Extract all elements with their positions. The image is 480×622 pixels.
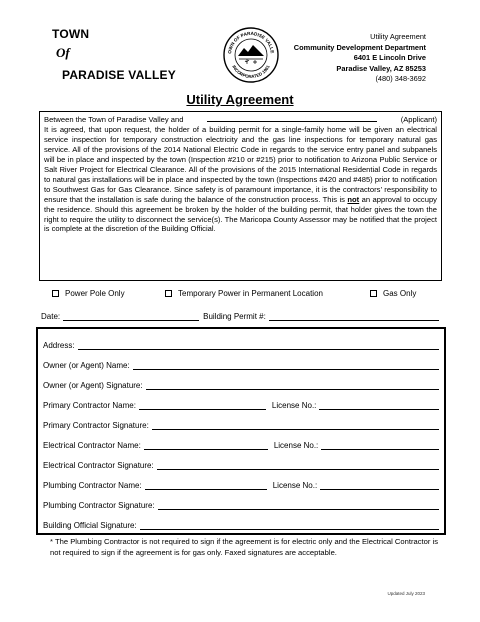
checkbox[interactable]	[165, 290, 172, 297]
option-label: Gas Only	[383, 289, 417, 298]
owner-name-field[interactable]	[133, 362, 439, 370]
owner-name-label: Owner (or Agent) Name:	[43, 361, 130, 370]
date-field[interactable]	[63, 313, 199, 321]
agreement-first-line	[44, 115, 437, 125]
title-text: Utility Agreement	[186, 92, 294, 107]
dept-address1: 6401 E Lincoln Drive	[353, 53, 426, 62]
town-name: PARADISE VALLEY	[62, 68, 176, 82]
option-gas-only[interactable]	[370, 289, 416, 298]
applicant-field[interactable]	[207, 115, 377, 122]
primary-license-field[interactable]	[319, 402, 439, 410]
seal-bottom-text: INCORPORATED 1961	[231, 64, 271, 80]
primary-name-label: Primary Contractor Name:	[43, 401, 136, 410]
electrical-signature-field[interactable]	[157, 462, 439, 470]
date-permit-row	[41, 312, 439, 321]
agreement-body-a: It is agreed, that upon request, the holder of a building permit for a single-family home will be given an electrical service inspection for temporary construction electricity and the gas line inspections for temporary natural gas service. All of the provisions of the 2014 National Electric Code in regards to the service entry panel and subpanels will be in place and inspected by the town (Inspection #210 or #215) prior to notification to Arizona Public Service or Salt River Project for Electrical Clearance. All of the provisions of the 2015 International Residential Code in regards to natural gas installations will be in place and inspected by the town (Inspections #420 and #485) prior to notification to Southwest Gas for Gas Clearance. Since safety is of paramount importance, it is the contractors’ responsibility to ensure that the installation is safe during the balance of the construction process. This is	[44, 124, 437, 204]
electrical-name-label: Electrical Contractor Name:	[43, 441, 141, 450]
official-signature-row	[43, 521, 439, 530]
option-power-pole[interactable]	[52, 289, 125, 298]
option-label: Power Pole Only	[65, 289, 125, 298]
primary-signature-row	[43, 421, 439, 430]
primary-signature-field[interactable]	[152, 422, 439, 430]
plumbing-license-field[interactable]	[320, 482, 439, 490]
agreement-not-emphasis: not	[347, 194, 360, 204]
agreement-line1-end: (Applicant)	[400, 115, 437, 124]
electrical-contractor-row	[43, 441, 439, 450]
license-label: License No.:	[272, 481, 318, 490]
dept-name: Community Development Department	[293, 42, 426, 52]
license-label: License No.:	[271, 401, 317, 410]
seal-top-text: OWN OF PARADISE VALLE	[226, 30, 275, 55]
agreement-box	[39, 111, 442, 281]
plumbing-signature-label: Plumbing Contractor Signature:	[43, 501, 155, 510]
dept-doc-name: Utility Agreement	[370, 32, 426, 41]
electrical-signature-row	[43, 461, 439, 470]
dept-phone: (480) 348-3692	[375, 74, 426, 83]
plumbing-signature-field[interactable]	[158, 502, 439, 510]
primary-contractor-row	[43, 401, 439, 410]
permit-label: Building Permit #:	[203, 312, 266, 321]
plumbing-contractor-row	[43, 481, 439, 490]
of-label: Of	[56, 45, 70, 60]
primary-name-field[interactable]	[139, 402, 266, 410]
electrical-name-field[interactable]	[144, 442, 268, 450]
primary-signature-label: Primary Contractor Signature:	[43, 421, 149, 430]
permit-field[interactable]	[269, 313, 439, 321]
signature-form	[36, 327, 446, 535]
department-info	[294, 32, 426, 85]
address-label: Address:	[43, 341, 75, 350]
page-title	[0, 92, 480, 107]
town-seal-logo	[222, 26, 280, 84]
date-label: Date:	[41, 312, 61, 321]
footnote: * The Plumbing Contractor is not required to sign if the agreement is for electric only and the Electrical Contractor is not required to sign if the agreement is for gas only. Faxed signatures are acceptable.	[50, 537, 438, 557]
license-label: License No.:	[273, 441, 319, 450]
checkbox[interactable]	[370, 290, 377, 297]
updated-date: Updated July 2023	[387, 591, 425, 596]
owner-signature-label: Owner (or Agent) Signature:	[43, 381, 143, 390]
owner-signature-row	[43, 381, 439, 390]
official-signature-label: Building Official Signature:	[43, 521, 137, 530]
town-label: TOWN	[52, 27, 90, 41]
plumbing-name-field[interactable]	[145, 482, 267, 490]
owner-signature-field[interactable]	[146, 382, 439, 390]
svg-text:INCORPORATED 1961	[231, 64, 271, 79]
agreement-body-b: an approval to occupy the residence. Should this agreement be broken by the holder of the building permit, that holder gives the town the right to require the utility to disconnect the service(s). The Maricopa County Assessor may be notified that the project is complete at the discretion of the Building Official.	[44, 194, 437, 234]
agreement-line1-start: Between the Town of Paradise Valley and	[44, 115, 184, 124]
checkbox[interactable]	[52, 290, 59, 297]
plumbing-signature-row	[43, 501, 439, 510]
address-field[interactable]	[78, 342, 439, 350]
electrical-signature-label: Electrical Contractor Signature:	[43, 461, 154, 470]
plumbing-name-label: Plumbing Contractor Name:	[43, 481, 142, 490]
address-row	[43, 341, 439, 350]
dept-address2: Paradise Valley, AZ 85253	[336, 63, 426, 73]
svg-text:TOWN OF PARADISE VALLEY	[222, 26, 275, 54]
option-temporary-power[interactable]	[165, 289, 323, 298]
official-signature-field[interactable]	[140, 522, 439, 530]
option-label: Temporary Power in Permanent Location	[178, 289, 323, 298]
owner-name-row	[43, 361, 439, 370]
electrical-license-field[interactable]	[321, 442, 439, 450]
